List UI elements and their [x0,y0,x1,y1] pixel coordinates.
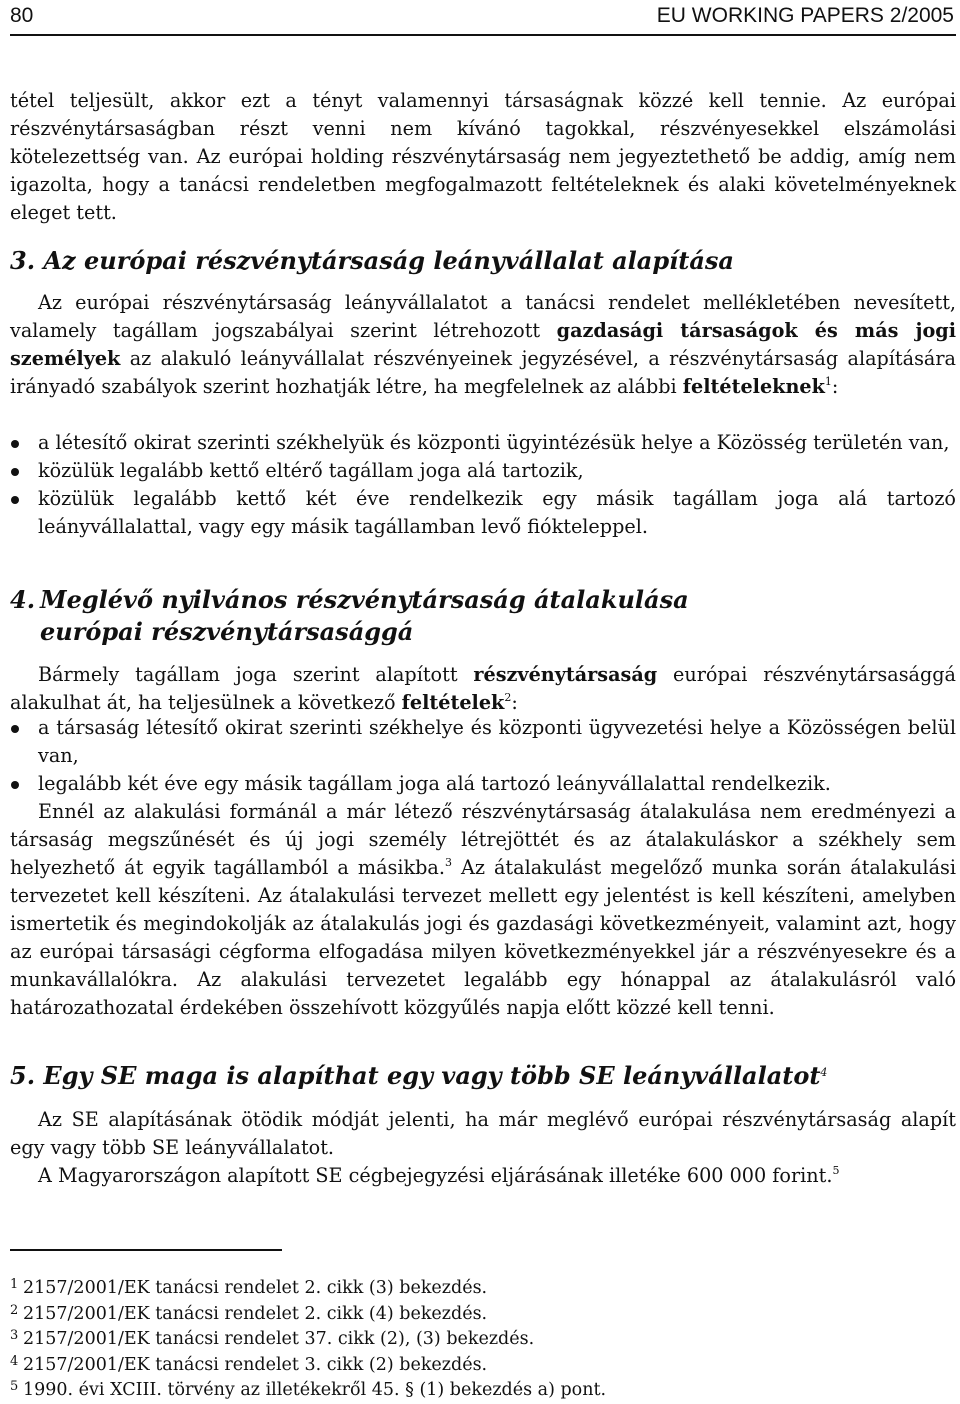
list-item-text: közülük legalább kettő eltérő tagállam joga alá tartozik, [38,459,584,482]
section-3-bold-term-1: gazdasági társaságok és más jogi személyek [10,319,956,370]
footnote-item: 1 2157/2001/EK tanácsi rendelet 2. cikk (3) bekezdés. [10,1277,488,1298]
section-4-bold-term-1: részvénytársaság [473,663,658,686]
bullet-icon [11,725,19,733]
footnote-text: 2157/2001/EK tanácsi rendelet 3. cikk (2) bekezdés. [23,1354,488,1375]
footnote-ref-4[interactable]: 4 [820,1066,828,1079]
footnote-divider [10,1249,282,1251]
list-item [10,485,956,541]
list-item [10,429,956,457]
section-4-text-a: Bármely tagállam joga szerint alapított [38,663,474,686]
footnote-ref-1[interactable]: 1 [824,375,832,388]
intro-paragraph: tétel teljesült, akkor ezt a tényt valamennyi társaságnak közzé kell tennie. Az európai részvénytársaságban részt venni nem kívánó tagokkal, részvényesekkel elszámolási kötelezettség van. Az európai holding részvénytársaság nem jegyeztethető be addig, amíg nem igazolta, hogy a tanácsi rendeletben megfogalmazott feltételeknek és alaki követelményeknek eleget tett. [10,89,956,224]
page-header [10,0,956,36]
section-3-title: Az európai részvénytársaság leányvállalat alapítása [43,246,734,275]
section-4-bold-term-2: feltételek [401,691,505,714]
section-3-paragraph [10,289,956,401]
list-item-text: a létesítő okirat szerinti székhelyük és központi ügyintézésük helye a Közösség területén van, [38,431,950,454]
footnote-item: 3 2157/2001/EK tanácsi rendelet 37. cikk (2), (3) bekezdés. [10,1328,535,1349]
section-4-bullet-list [10,714,956,798]
footnote-item: 2 2157/2001/EK tanácsi rendelet 2. cikk (4) bekezdés. [10,1302,488,1324]
footnote-text: 2157/2001/EK tanácsi rendelet 2. cikk (3) bekezdés. [23,1278,488,1298]
section-5-paragraph-2 [10,1162,956,1190]
section-5-heading [10,1060,827,1092]
bullet-icon [11,781,19,789]
section-4-text-b: európai részvénytársasággá alakulhat át, ha teljesülnek a következő [10,663,956,714]
section-3-text-c: : [831,375,839,398]
section-4-p2-text-a: Ennél az alakulási formánál a már létező részvénytársaság átalakulása nem eredményezi a társaság megszűnését és új jogi személy létrejöttét és az átalakuláskor a székhely sem helyezhető át egyik tagállamból a másikba. [10,800,956,879]
section-3-text-b: az alakuló leányvállalat részvényeinek jegyzésével, a részvénytársaság alapítására irányadó szabályok szerint hozhatják létre, ha megfelelnek az alábbi [10,347,956,398]
footnote-item: 5 1990. évi XCIII. törvény az illetékekről 45. § (1) bekezdés a) pont. [10,1379,607,1400]
footnote-text: 2157/2001/EK tanácsi rendelet 37. cikk (2), (3) bekezdés. [23,1329,535,1349]
section-3-number: 3. [10,246,36,275]
page-number: 80 [10,4,34,27]
section-4-heading [10,584,689,648]
footnote-ref-3[interactable]: 3 [444,856,452,869]
footnote-text: 2157/2001/EK tanácsi rendelet 2. cikk (4) bekezdés. [23,1303,488,1324]
footnote-ref-5[interactable]: 5 [832,1164,840,1177]
section-3-bullet-list [10,429,956,541]
bullet-icon [11,440,19,448]
section-4-number: 4. [10,585,36,614]
list-item [10,770,956,798]
footnote-text: 1990. évi XCIII. törvény az illetékekről 45. § (1) bekezdés a) pont. [23,1380,607,1400]
list-item [10,457,956,485]
footnote-item: 4 2157/2001/EK tanácsi rendelet 3. cikk (2) bekezdés. [10,1353,488,1375]
list-item [10,714,956,770]
section-3-text-a: Az európai részvénytársaság leányvállalatot a tanácsi rendelet mellékletében nevesített, valamely tagállam jogszabályai szerint létrehozott [10,291,956,342]
footnotes-list [10,1276,810,1404]
bullet-icon [11,468,19,476]
running-title: EU WORKING PAPERS 2/2005 [656,4,954,27]
section-5-p2-text: A Magyarországon alapított SE cégbejegyzési eljárásának illetéke 600 000 forint. [38,1164,833,1187]
section-4-title-line-2: európai részvénytársasággá [40,617,414,646]
footnote-ref-2[interactable]: 2 [504,691,512,704]
section-4-text-c: : [511,691,518,714]
list-item-text: közülük legalább kettő két éve rendelkezik egy másik tagállam joga alá tartozó leányvállalattal, vagy egy másik tagállamban levő fiókteleppel. [38,487,956,538]
section-4-paragraph-1 [10,661,956,717]
bullet-icon [11,496,19,504]
section-4-paragraph-2 [10,798,956,1022]
list-item-text: legalább két éve egy másik tagállam joga alá tartozó leányvállalattal rendelkezik. [38,772,831,795]
section-5-paragraph-1: Az SE alapításának ötödik módját jelenti, ha már meglévő európai részvénytársaság alapít egy vagy több SE leányvállalatot. [10,1108,956,1159]
section-5-title: Egy SE maga is alapíthat egy vagy több SE leányvállalatot [43,1061,821,1090]
section-4-p2-text-b: Az átalakulást megelőző munka során átalakulási tervezetet kell készíteni. Az átalakulási tervezet mellett egy jelentést is kell készíteni, amelyben ismertetik és megindokolják az átalakulás jogi és gazdasági következményeit, valamint azt, hogy az európai társasági cégforma elfogadása milyen következményekkel jár a részvényesekre és a munkavállalókra. Az alakulási tervezetet legalább egy hónappal az átalakulásról való határozathozatal érdekében összehívott közgyűlés napja előtt közzé kell tenni. [10,856,956,1019]
section-4-title-line-1: Meglévő nyilvános részvénytársaság átalakulása [40,585,689,614]
section-3-bold-term-2: feltételeknek [682,375,825,398]
section-3-heading [10,245,734,277]
list-item-text: a társaság létesítő okirat szerinti székhelye és központi ügyvezetési helye a Közösségen belül van, [38,716,956,767]
section-5-number: 5. [10,1061,36,1090]
